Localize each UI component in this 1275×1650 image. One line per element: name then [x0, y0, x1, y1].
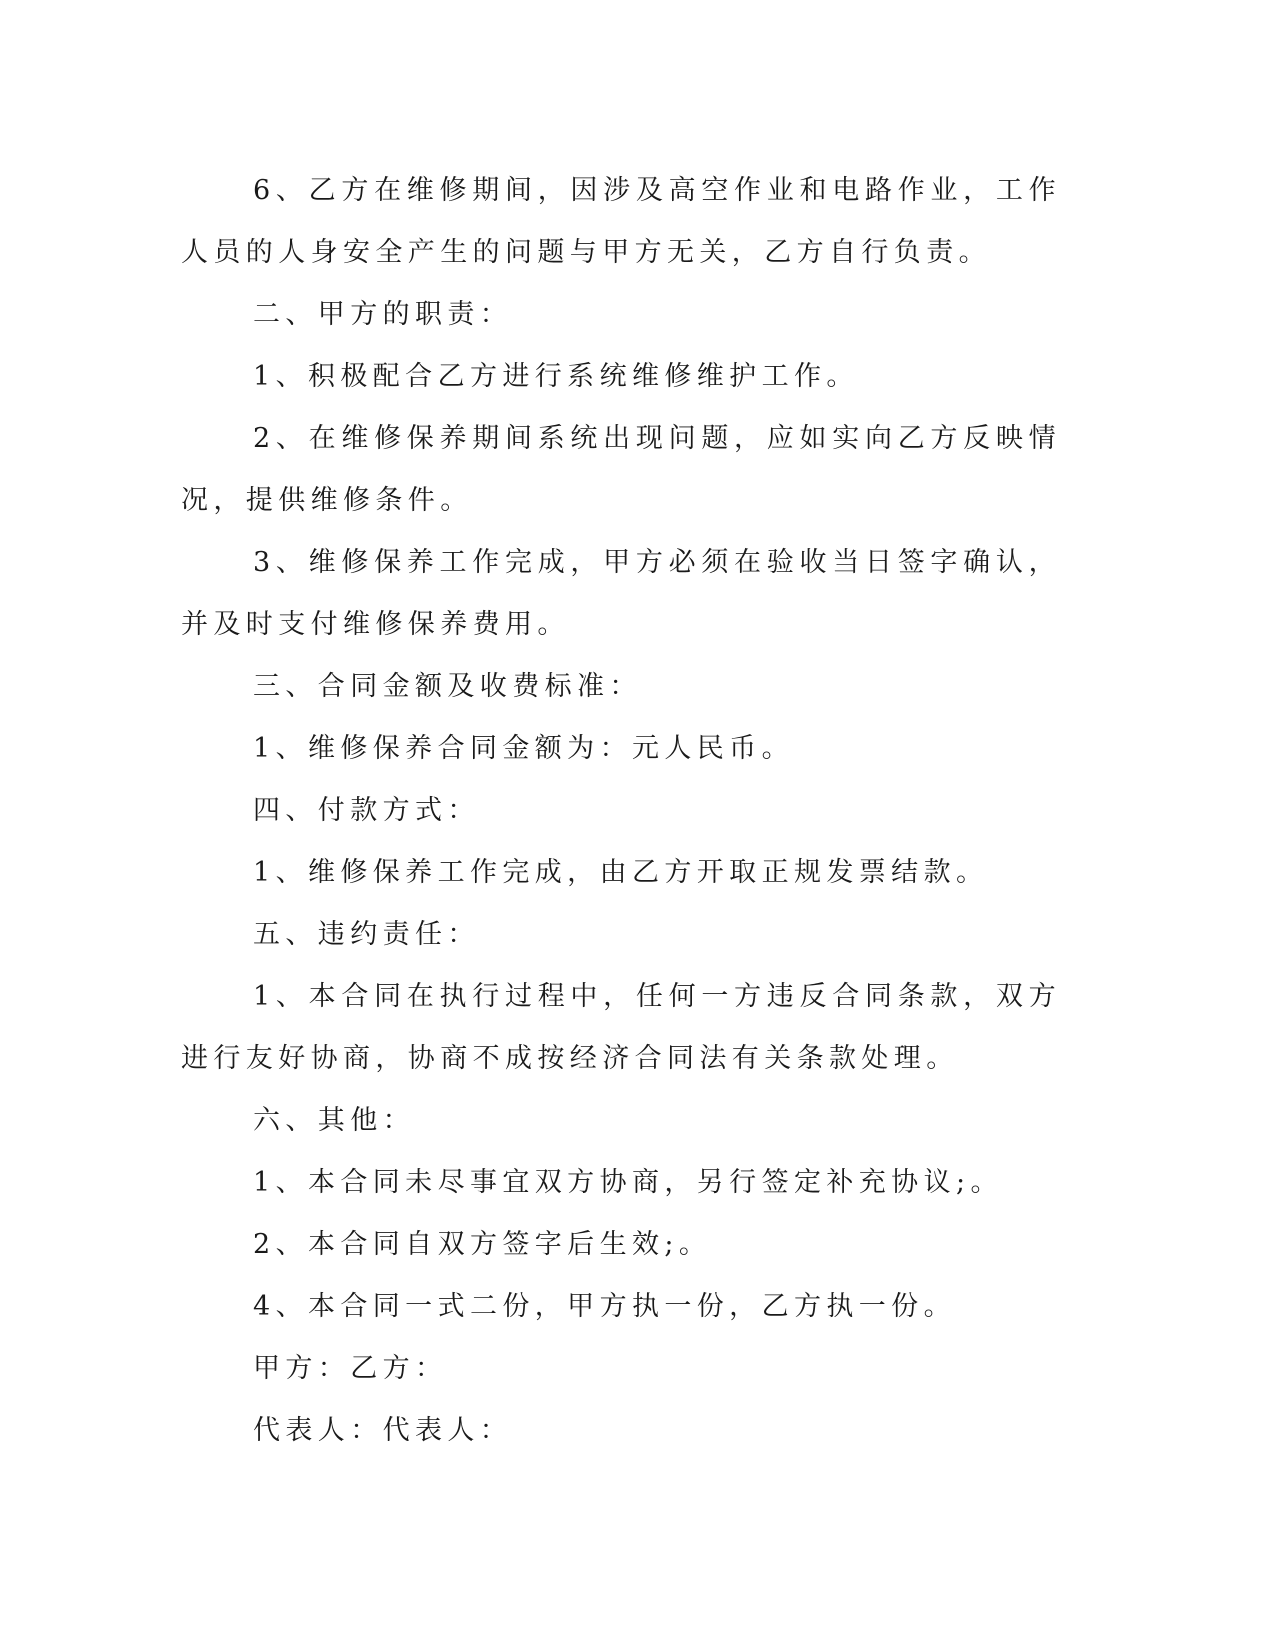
other-item-4: 4、本合同一式二份，甲方执一份，乙方执一份。: [253, 1291, 956, 1322]
payment-item-1: 1、维修保养工作完成，由乙方开取正规发票结款。: [253, 857, 989, 888]
party-a-duty-2: 2、在维修保养期间系统出现问题，应如实向乙方反映情况，提供维修条件。: [181, 423, 1061, 516]
section-heading-liability: 五、违约责任：: [253, 919, 480, 950]
section-heading-other: 六、其他：: [253, 1105, 415, 1136]
liability-item-1: 1、本合同在执行过程中，任何一方违反合同条款，双方进行友好协商，协商不成按经济合同法有关条款处理。: [181, 981, 1061, 1074]
section-heading-contract-amount: 三、合同金额及收费标准：: [253, 671, 642, 702]
signature-representatives-line: 代表人：代表人：: [253, 1415, 513, 1446]
section-heading-party-a-duties: 二、甲方的职责：: [253, 299, 513, 330]
party-a-duty-1: 1、积极配合乙方进行系统维修维护工作。: [253, 361, 859, 392]
section-heading-payment: 四、付款方式：: [253, 795, 480, 826]
other-item-2: 2、本合同自双方签字后生效;。: [253, 1229, 712, 1260]
document-body: [181, 160, 1061, 1462]
party-a-duty-3: 3、维修保养工作完成，甲方必须在验收当日签字确认，并及时支付维修保养费用。: [181, 547, 1061, 640]
signature-parties-line: 甲方：乙方：: [253, 1353, 448, 1384]
other-item-1: 1、本合同未尽事宜双方协商，另行签定补充协议;。: [253, 1167, 1003, 1198]
clause-6-safety: 6、乙方在维修期间，因涉及高空作业和电路作业，工作人员的人身安全产生的问题与甲方无关，乙方自行负责。: [181, 175, 1061, 268]
contract-amount-item-1: 1、维修保养合同金额为：元人民币。: [253, 733, 794, 764]
